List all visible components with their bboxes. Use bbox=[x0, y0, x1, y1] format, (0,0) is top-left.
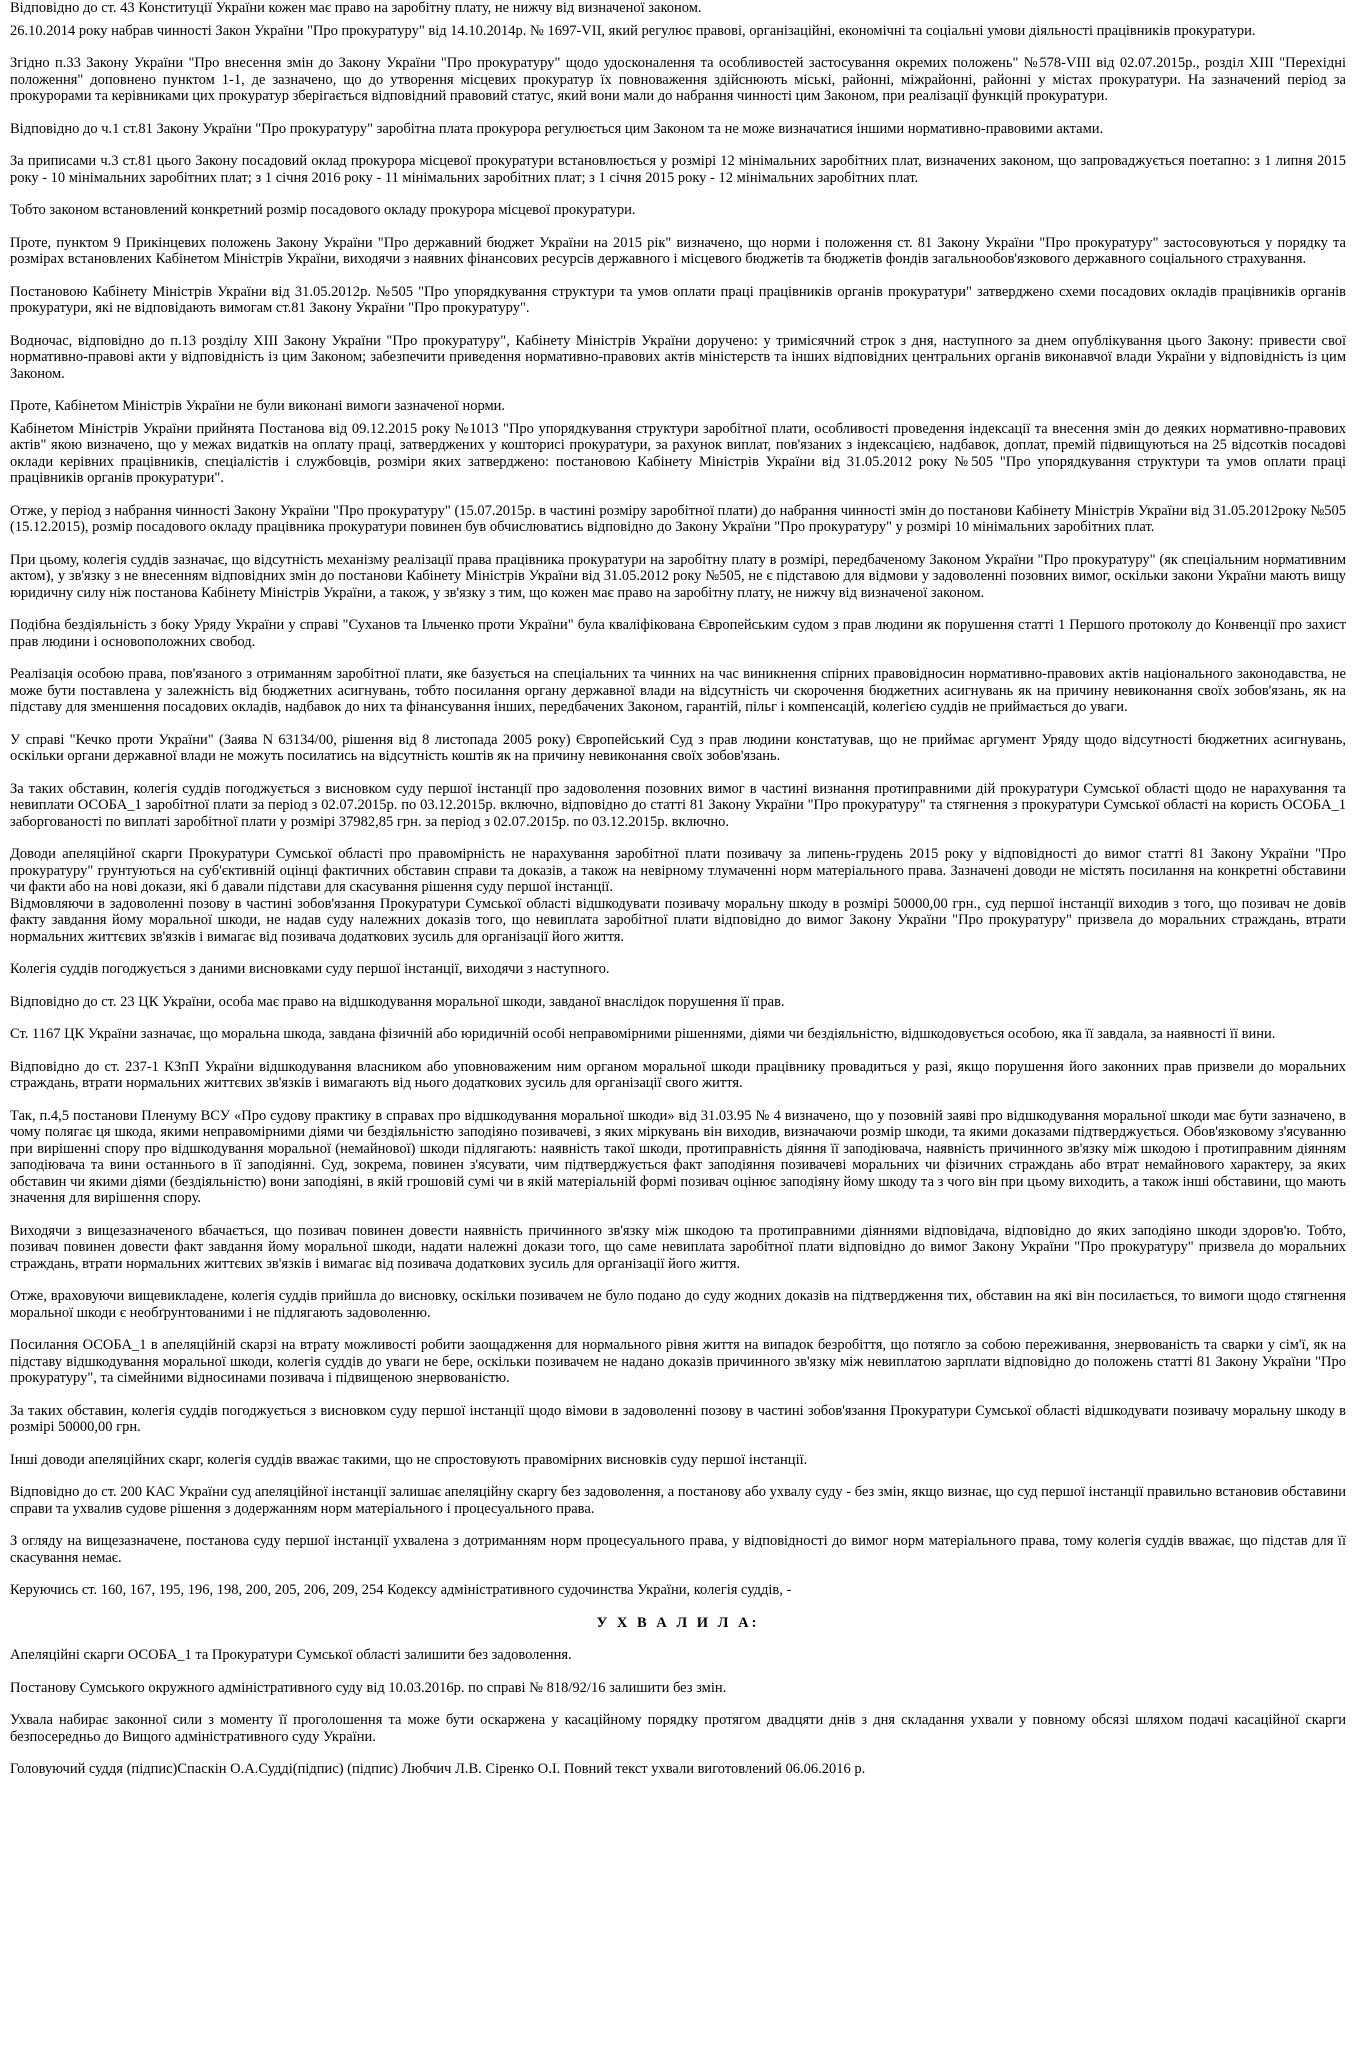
paragraph: Виходячи з вищезазначеного вбачається, що позивач повинен довести наявність причинного зв'язку між шкодою та протиправними діяннями відповідача, відповідно до яких заподіяно шкоди здоров'ю. Тобто, позивач повинен довести факт завдання йому моральної шкоди, надати належні докази того, що саме невиплата заробітної плати відповідно до вимог Закону України "Про прокуратуру" призвела до моральних страждань, втрати нормальних життєвих зв'язків і вимагає від позивача додаткових зусиль для організації його життя. bbox=[10, 1222, 1346, 1272]
paragraph: У справі "Кечко проти України" (Заява N 63134/00, рішення від 8 листопада 2005 року) Європейський Суд з прав людини констатував, що не приймає аргумент Уряду щодо відсутності бюджетних асигнувань, оскільки органи державної влади не можуть посилатись на відсутність коштів як на причину невиконання своїх зобов'язань. bbox=[10, 731, 1346, 764]
court-ruling-document bbox=[10, 0, 1346, 1778]
paragraph: Реалізація особою права, пов'язаного з отриманням заробітної плати, яке базується на спеціальних та чинних на час виникнення спірних правовідносин нормативно-правових актів національного законодавства, не може бути поставлена у залежність від бюджетних асигнувань, тобто посилання органу державної влади на відсутність чи скорочення бюджетних асигнувань як на причину невиконання своїх зобов'язань, як на підставу для зменшення посадових окладів, надбавок до них та фінансування інших, передбачених Законом, гарантій, пільг і компенсацій, колегією суддів не приймається до уваги. bbox=[10, 666, 1346, 715]
paragraph: Керуючись ст. 160, 167, 195, 196, 198, 200, 205, 206, 209, 254 Кодексу адміністративного судочинства України, колегія суддів, - bbox=[10, 1582, 792, 1598]
decision-heading: У Х В А Л И Л А: bbox=[596, 1614, 760, 1631]
paragraph: За таких обставин, колегія суддів погоджується з висновком суду першої інстанції щодо вімови в задоволенні позову в частині зобов'язання Прокуратури Сумської області відшкодувати позивачу моральну шкоду в розмірі 50000,00 грн. bbox=[10, 1402, 1346, 1435]
paragraph: Колегія суддів погоджується з даними висновками суду першої інстанції, виходячи з наступного. bbox=[10, 961, 610, 977]
paragraph: Постановою Кабінету Міністрів України від 31.05.2012р. №505 "Про упорядкування структури та умов оплати праці працівників органів прокуратури" затверджено схеми посадових окладів працівників органів прокуратури, які не відповідають вимогам ст.81 Закону України "Про прокуратуру". bbox=[10, 283, 1346, 316]
paragraph: Ухвала набирає законної сили з моменту її проголошення та може бути оскаржена у касаційному порядку протягом двадцяти днів з дня складання ухвали у повному обсязі шляхом подачі касаційної скарги безпосередньо до Вищого адміністративного суду України. bbox=[10, 1712, 1346, 1745]
paragraph: За таких обставин, колегія суддів погоджується з висновком суду першої інстанції про задоволення позовних вимог в частині визнання протиправними дій прокуратури Сумської області щодо не нарахування та невиплати ОСОБА_1 заробітної плати за період з 02.07.2015р. по 03.12.2015р. включно, відповідно до статті 81 Закону України "Про прокуратуру" та стягнення з прокуратури Сумської області на користь ОСОБА_1 заборгованості по виплаті заробітної плати у розмірі 37982,85 грн. за період з 02.07.2015р. по 03.12.2015р. включно. bbox=[10, 780, 1346, 830]
paragraph: Інші доводи апеляційних скарг, колегія суддів вважає такими, що не спростовують правомірних висновків суду першої інстанції. bbox=[10, 1451, 808, 1468]
paragraph: Подібна бездіяльність з боку Уряду України у справі "Суханов та Ільченко проти України" була кваліфікована Європейським судом з прав людини як порушення статті 1 Першого протоколу до Конвенції про захист прав людини і основоположних свобод. bbox=[10, 617, 1346, 650]
paragraph: Відповідно до ч.1 ст.81 Закону України "Про прокуратуру" заробітна плата прокурора регулюється цим Законом та не може визначатися іншими нормативно-правовими актами. bbox=[10, 120, 1104, 137]
paragraph: Так, п.4,5 постанови Пленуму ВСУ «Про судову практику в справах про відшкодування моральної шкоди» від 31.03.95 № 4 визначено, що у позовній заяві про відшкодування моральної шкоди має бути зазначено, в чому полягає ця шкода, якими неправомірними діями чи бездіяльністю заподіяно позивачеві, з яких міркувань він виходив, визначаючи розмір шкоди, та якими доказами підтверджується. Обов'язковому з'ясуванню при вирішенні спору про відшкодування моральної (немайнової) шкоди підлягають: наявність такої шкоди, протиправність діяння її заподіювача, наявність причинного зв'язку між шкодою і протиправним діянням заподіювача та вини останнього в її заподіянні. Суд, зокрема, повинен з'ясувати, чим підтверджується факт заподіяння позивачеві моральних чи фізичних страждань або втрат немайнового характеру, за яких обставин чи якими діями (бездіяльністю) вони заподіяні, в якій грошовій сумі чи в якій матеріальній формі позивач оцінює заподіяну йому шкоду та з чого він при цьому виходить, а також інші обставини, що мають значення для вирішення спору. bbox=[10, 1107, 1346, 1206]
paragraph: Кабінетом Міністрів України прийнята Постанова від 09.12.2015 року №1013 "Про упорядкування структури заробітної плати, особливості проведення індексації та внесення змін до деяких нормативно-правових актів" якою визначено, що у межах видатків на оплату праці, затверджених у кошторисі прокуратури, за рахунок виплат, пов'язаних з індексацією, надбавок, доплат, премій підвищуються на 25 відсотків посадові оклади керівних працівників, спеціалістів і службовців, розміри яких затверджено: постановою Кабінету Міністрів України від 31.05.2012 року №505 "Про упорядкування структури та умов оплати праці працівників органів прокуратури". bbox=[10, 420, 1346, 486]
paragraph: За приписами ч.3 ст.81 цього Закону посадовий оклад прокурора місцевої прокуратури встановлюється у розмірі 12 мінімальних заробітних плат, визначених законом, що запроваджується поетапно: з 1 липня 2015 року - 10 мінімальних заробітних плат; з 1 січня 2016 року - 11 мінімальних заробітних плат; з 1 січня 2015 року - 12 мінімальних заробітних плат. bbox=[10, 153, 1346, 186]
paragraph: Водночас, відповідно до п.13 розділу XIII Закону України "Про прокуратуру", Кабінету Міністрів України доручено: у тримісячний строк з дня, наступного за днем опублікування цього Закону: привести свої нормативно-правові акти у відповідність із цим Законом; забезпечити приведення нормативно-правових актів міністерств та інших відповідних центральних органів виконавчої влади України у відповідність із цим Законом. bbox=[10, 332, 1346, 382]
paragraph: Отже, враховуючи вищевикладене, колегія суддів прийшла до висновку, оскільки позивачем не було подано до суду жодних доказів на підтвердження тих, обставин на які він посилається, то вимоги щодо стягнення моральної шкоди є необґрунтованими і не підлягають задоволенню. bbox=[10, 1288, 1346, 1321]
paragraph: Відповідно до ст. 237-1 КЗпП України відшкодування власником або уповноваженим ним органом моральної шкоди працівнику провадиться у разі, якщо порушення його законних прав призвели до моральних страждань, втрати нормальних життєвих зв'язків і вимагають від нього додаткових зусиль для організації свого життя. bbox=[10, 1058, 1346, 1091]
paragraph: Відповідно до ст. 200 КАС України суд апеляційної інстанції залишає апеляційну скаргу без задоволення, а постанову або ухвалу суду - без змін, якщо визнає, що суд першої інстанції правильно встановив обставини справи та ухвалив судове рішення з додержанням норм матеріального і процесуального права. bbox=[10, 1484, 1346, 1517]
paragraph: При цьому, колегія суддів зазначає, що відсутність механізму реалізації права працівника прокуратури на заробітну плату в розмірі, передбаченому Законом України "Про прокуратуру" (як спеціальним нормативним актом), у зв'язку з не внесенням відповідних змін до постанови Кабінету Міністрів України від 31.05.2012 року №505, не є підставою для відмови у задоволенні позовних вимог, оскільки закони України мають вищу юридичну силу ніж постанова Кабінету Міністрів України, а також, у зв'язку з тим, що кожен має право на заробітну плату, не нижчу від визначеної законом. bbox=[10, 551, 1346, 601]
paragraph: Доводи апеляційної скарги Прокуратури Сумської області про правомірність не нарахування заробітної плати позивачу за липень-грудень 2015 року у відповідності до вимог статті 81 Закону України "Про прокуратуру" грунтуються на суб'єктивній оцінці фактичних обставин справи та доказів, а також на невірному тлумаченні норм матеріального права. Зазначені доводи не містять посилання на конкретні обставини чи факти або на нові докази, які б давали підстави для скасування рішення суду першої інстанції. bbox=[10, 846, 1346, 895]
paragraph: Відмовляючи в задоволенні позову в частині зобов'язання Прокуратури Сумської області відшкодувати позивачу моральну шкоду в розмірі 50000,00 грн., суд першої інстанції виходив з того, що позивач не довів факту завдання йому моральної шкоди, не надав суду належних доказів того, що невиплата заробітної плати відповідно до вимог Закону України "Про прокуратуру" призвела до моральних страждань, втрати нормальних життєвих зв'язків і вимагає від позивача додаткових зусиль для організації його життя. bbox=[10, 895, 1346, 945]
paragraph: Відповідно до ст. 23 ЦК України, особа має право на відшкодування моральної шкоди, завданої внаслідок порушення її прав. bbox=[10, 993, 785, 1010]
paragraph: Тобто законом встановлений конкретний розмір посадового окладу прокурора місцевої прокуратури. bbox=[10, 202, 636, 218]
paragraph: Головуючий суддя (підпис)Спаскін О.А.Судді(підпис) (підпис) Любчич Л.В. Сіренко О.І. Повний текст ухвали виготовлений 06.06.2016 р. bbox=[10, 1761, 866, 1777]
paragraph: 26.10.2014 року набрав чинності Закон України "Про прокуратуру" від 14.10.2014р. № 1697-VII, який регулює правові, організаційні, економічні та соціальні умови діяльності працівників прокуратури. bbox=[10, 22, 1256, 39]
paragraph: Відповідно до ст. 43 Конституції України кожен має право на заробітну плату, не нижчу від визначеної законом. bbox=[10, 0, 702, 16]
paragraph: Згідно п.33 Закону України "Про внесення змін до Закону України "Про прокуратуру" щодо удосконалення та особливостей застосування окремих положень" №578-VIII від 02.07.2015р., розділ XIII "Перехідні положення" доповнено пунктом 1-1, де зазначено, що до утворення місцевих прокуратур їх повноваження здійснюють міські, районні, міжрайонні, районні у містах прокуратури. На зазначений період за прокурорами та керівниками цих прокуратур зберігається відповідний правовий статус, який вони мали до набрання чинності цим Законом, при реалізації функцій прокуратури. bbox=[10, 55, 1346, 104]
paragraph: Посилання ОСОБА_1 в апеляційній скарзі на втрату можливості робити заощадження для нормального рівня життя на випадок безробіття, що потягло за собою переживання, знервованість та сварки у сім'ї, як на підставу відшкодування моральної шкоди, колегія суддів до уваги не бере, оскільки позивачем не надано доказів причинного зв'язку між невиплатою зарплати відповідно до положень статті 81 Закону України "Про прокуратуру", та сімейними відносинами позивача і підвищеною знервованістю. bbox=[10, 1337, 1346, 1386]
paragraph: Проте, пунктом 9 Прикінцевих положень Закону України "Про державний бюджет України на 2015 рік" визначено, що норми і положення ст. 81 Закону України "Про прокуратуру" застосовуються у порядку та розмірах встановлених Кабінетом Міністрів України, виходячи з наявних фінансових ресурсів державного і місцевого бюджетів та бюджетів фондів загальнообов'язкового державного соціального страхування. bbox=[10, 234, 1346, 267]
paragraph: Отже, у період з набрання чинності Закону України "Про прокуратуру" (15.07.2015р. в частині розміру заробітної плати) до набрання чинності змін до постанови Кабінету Міністрів України від 31.05.2012року №505 (15.12.2015), розмір посадового окладу працівника прокуратури повинен був обчислюватись відповідно до Закону України "Про прокуратуру" у розмірі 10 мінімальних заробітних плат. bbox=[10, 502, 1346, 535]
paragraph: З огляду на вищезазначене, постанова суду першої інстанції ухвалена з дотриманням норм процесуального права, у відповідності до вимог норм матеріального права, тому колегія суддів вважає, що підстав для її скасування немає. bbox=[10, 1533, 1346, 1566]
paragraph: Ст. 1167 ЦК України зазначає, що моральна шкода, завдана фізичній або юридичній особі неправомірними рішеннями, діями чи бездіяльністю, відшкодовується особою, яка її завдала, за наявності її вини. bbox=[10, 1026, 1276, 1042]
paragraph: Постанову Сумського окружного адміністративного суду від 10.03.2016р. по справі № 818/92/16 залишити без змін. bbox=[10, 1679, 727, 1696]
paragraph: Апеляційні скарги ОСОБА_1 та Прокуратури Сумської області залишити без задоволення. bbox=[10, 1647, 572, 1663]
paragraph: Проте, Кабінетом Міністрів України не були виконані вимоги зазначеної норми. bbox=[10, 398, 506, 414]
